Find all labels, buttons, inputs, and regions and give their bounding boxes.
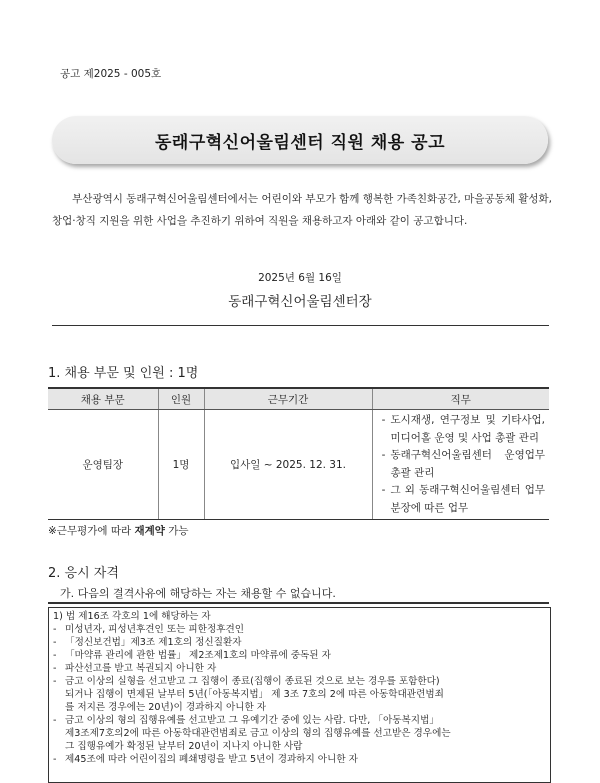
section2-heading: 2. 응시 자격 — [48, 566, 119, 581]
intro-paragraph — [52, 188, 552, 232]
header-period: 근무기간 — [204, 388, 372, 410]
disqualification-list — [53, 623, 546, 766]
list-item-text: 「마약류 관리에 관한 법률」 제2조제1호의 마약류에 중독된 자 — [65, 650, 331, 661]
list-bullet: - — [53, 663, 57, 674]
duty-item: - 동래구혁신어울림센터 운영업무 총괄 관리 — [381, 449, 545, 479]
list-item — [53, 649, 546, 662]
list-item — [53, 623, 546, 636]
renewal-emphasis: 재계약 — [134, 525, 165, 537]
list-bullet: - — [53, 676, 57, 687]
table-header-row — [48, 388, 549, 410]
list-item — [53, 714, 546, 753]
cell-dept: 운영팀장 — [48, 410, 158, 520]
page-title: 동래구혁신어울림센터 직원 채용 공고 — [154, 132, 445, 153]
duty-item: - 그 외 동래구혁신어울림센터 업무 분장에 따른 업무 — [381, 484, 545, 514]
notice-number: 공고 제2025 - 005호 — [60, 68, 162, 80]
recruitment-table — [48, 387, 549, 520]
intro-text: 부산광역시 동래구혁신어울림센터에서는 어린이와 부모가 함께 행복한 가족친화공간, 마을공동체 활성화, 창업·창직 지원을 위한 사업을 추진하기 위하여 직원을 채용하고자 아래와 같이 공고합니다. — [52, 193, 552, 227]
cell-duties — [372, 410, 549, 520]
list-bullet: - — [53, 637, 57, 648]
list-item — [53, 753, 546, 766]
cell-period: 입사일 ~ 2025. 12. 31. — [204, 410, 372, 520]
list-item-text: 「정신보건법」제3조 제1호의 정신질환자 — [65, 637, 242, 648]
organization-name: 동래구혁신어울림센터장 — [228, 294, 372, 310]
list-item-text: 금고 이상의 실형을 선고받고 그 집행이 종료(집행이 종료된 것으로 보는 경우를 포함한다) 되거나 집행이 면제된 날부터 5년(「아동복지법」 제 3조 7호의 2에 따른 아동학대관련범죄 를 저지른 경우에는 20년)이 경과하지 아니한 자 — [65, 676, 444, 713]
list-item — [53, 636, 546, 649]
notice-date: 2025년 6월 16일 — [258, 272, 342, 284]
header-dept: 채용 부문 — [48, 388, 158, 410]
list-bullet: - — [53, 715, 57, 726]
disqualification-box — [48, 607, 551, 783]
list-item — [53, 662, 546, 675]
box-title: 1) 법 제16조 각호의 1에 해당하는 자 — [53, 611, 211, 622]
table-footnote: ※근무평가에 따라 재계약 가능 — [48, 525, 189, 537]
list-bullet: - — [53, 754, 57, 765]
list-item-text: 미성년자, 피성년후견인 또는 피한정후견인 — [65, 624, 245, 635]
section1-heading: 1. 채용 부문 및 인원 : 1명 — [48, 366, 199, 381]
duty-item: - 도시재생, 연구정보 및 기타사업, 미디어홀 운영 및 사업 총괄 관리 — [381, 414, 545, 444]
divider — [48, 602, 549, 604]
header-duties: 직무 — [372, 388, 549, 410]
title-banner — [52, 116, 548, 164]
table-row — [48, 410, 549, 520]
list-item-text: 제45조에 따라 어린이집의 폐쇄명령을 받고 5년이 경과하지 아니한 자 — [65, 754, 358, 765]
list-item-text: 파산선고를 받고 복권되지 아니한 자 — [65, 663, 217, 674]
list-item-text: 금고 이상의 형의 집행유예를 선고받고 그 유예기간 중에 있는 사람. 다만, 「아동복지법」 제3조제7호의2에 따른 아동학대관련범죄로 금고 이상의 형의 집행유예를 선고받은 경우에는 그 집행유예가 확정된 날부터 20년이 지나지 아니한 사람 — [65, 715, 451, 752]
list-bullet: - — [53, 624, 57, 635]
divider — [52, 325, 549, 326]
header-count: 인원 — [158, 388, 204, 410]
list-bullet: - — [53, 650, 57, 661]
cell-count: 1명 — [158, 410, 204, 520]
disqualification-intro: 가. 다음의 결격사유에 해당하는 자는 채용할 수 없습니다. — [60, 587, 336, 600]
list-item — [53, 675, 546, 714]
